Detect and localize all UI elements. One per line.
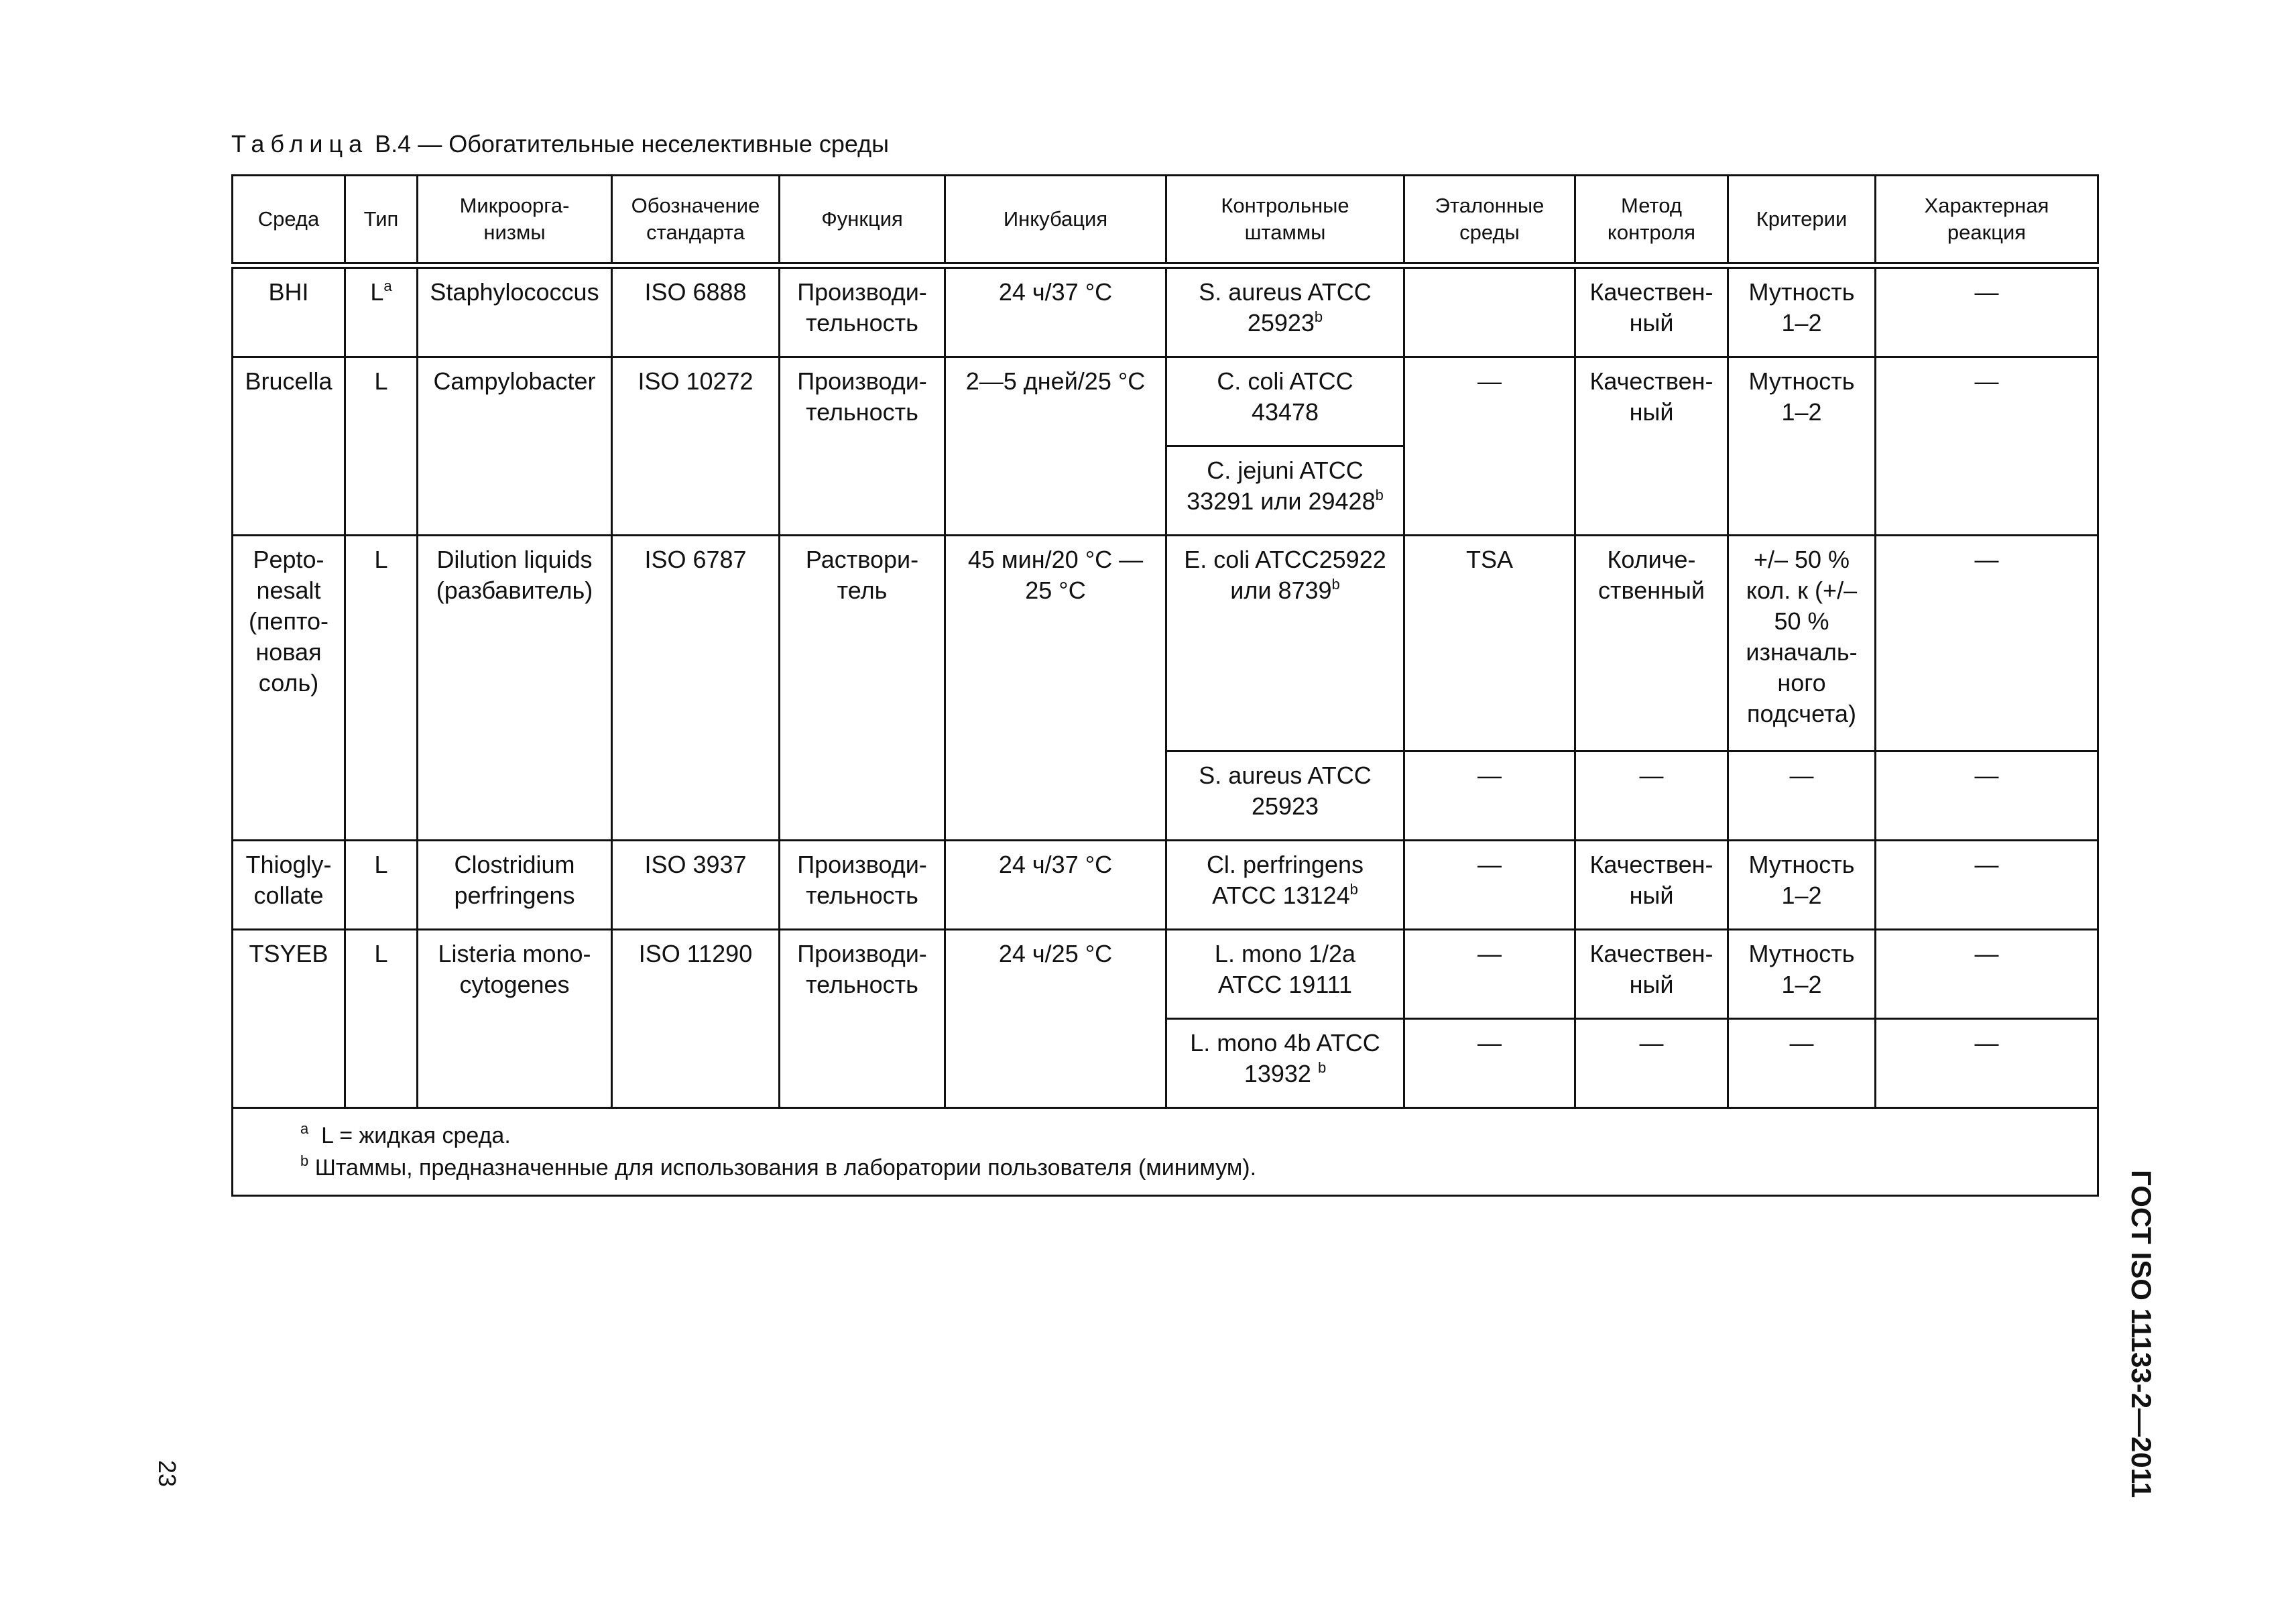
cell-reference: —	[1404, 752, 1575, 841]
cell-criteria: +/– 50 % кол. к (+/– 50 % изначаль- ного подсчета)	[1728, 536, 1876, 752]
cell-reference: —	[1404, 841, 1575, 930]
cell-reaction: —	[1876, 536, 2098, 752]
header-function: Функция	[780, 176, 945, 266]
cell-standard: ISO 6888	[612, 265, 780, 357]
cell-function: Производи- тельность	[780, 357, 945, 536]
cell-strain: C. coli ATCC 43478	[1166, 357, 1404, 446]
cell-reaction: —	[1876, 752, 2098, 841]
cell-incubation: 24 ч/37 °С	[945, 265, 1166, 357]
cell-method: Качествен- ный	[1575, 357, 1728, 536]
cell-function: Производи- тельность	[780, 265, 945, 357]
cell-standard: ISO 6787	[612, 536, 780, 841]
cell-reaction: —	[1876, 265, 2098, 357]
cell-criteria: —	[1728, 752, 1876, 841]
cell-criteria: Мутность 1–2	[1728, 265, 1876, 357]
media-table	[231, 174, 2099, 1197]
caption-prefix: Таблица	[231, 130, 369, 158]
cell-strain: L. mono 1/2a ATCC 19111	[1166, 930, 1404, 1019]
cell-function: Производи- тельность	[780, 930, 945, 1108]
cell-standard: ISO 3937	[612, 841, 780, 930]
cell-medium: BHI	[233, 265, 345, 357]
table-row	[233, 265, 2098, 357]
header-method: Метод контроля	[1575, 176, 1728, 266]
footnote-a: $^a$ L = жидкая среда.	[300, 1120, 511, 1148]
table-row	[233, 841, 2098, 930]
table-row	[233, 930, 2098, 1019]
cell-criteria: —	[1728, 1019, 1876, 1108]
cell-strain: C. jejuni ATCC 33291 или 29428$^b$	[1166, 446, 1404, 536]
cell-medium: Brucella	[233, 357, 345, 536]
cell-strain: S. aureus ATCC 25923	[1166, 752, 1404, 841]
cell-type: L	[345, 841, 418, 930]
cell-method: Качествен- ный	[1575, 841, 1728, 930]
cell-medium: TSYEB	[233, 930, 345, 1108]
cell-micro: Dilution liquids (разбавитель)	[418, 536, 612, 841]
cell-reference	[1404, 265, 1575, 357]
cell-reference: —	[1404, 357, 1575, 536]
cell-incubation: 45 мин/20 °С — 25 °С	[945, 536, 1166, 841]
header-microorganisms: Микроорга- низмы	[418, 176, 612, 266]
header-reaction: Характерная реакция	[1876, 176, 2098, 266]
cell-criteria: Мутность 1–2	[1728, 357, 1876, 536]
cell-reaction: —	[1876, 930, 2098, 1019]
cell-medium: Thiogly- collate	[233, 841, 345, 930]
cell-incubation: 24 ч/25 °С	[945, 930, 1166, 1108]
cell-method: —	[1575, 752, 1728, 841]
cell-micro: Listeria mono- cytogenes	[418, 930, 612, 1108]
cell-medium: Pepto- nesalt (пепто- новая соль)	[233, 536, 345, 841]
document-code: ГОСТ ISO 11133-2—2011	[2126, 1170, 2157, 1498]
table-caption	[231, 130, 889, 158]
caption-text: В.4 — Обогатительные неселективные среды	[375, 130, 890, 158]
cell-type: L	[345, 930, 418, 1108]
header-type: Тип	[345, 176, 418, 266]
header-medium: Среда	[233, 176, 345, 266]
cell-reference: —	[1404, 930, 1575, 1019]
cell-micro: Campylobacter	[418, 357, 612, 536]
table-row	[233, 357, 2098, 446]
cell-method: Количе- ственный	[1575, 536, 1728, 752]
header-control-strains: Контрольные штаммы	[1166, 176, 1404, 266]
cell-micro: Staphylococcus	[418, 265, 612, 357]
table-row	[233, 536, 2098, 752]
cell-micro: Clostridium perfringens	[418, 841, 612, 930]
cell-reference: TSA	[1404, 536, 1575, 752]
cell-criteria: Мутность 1–2	[1728, 841, 1876, 930]
footnote-b: $^b$ Штаммы, предназначенные для использования в лаборатории пользователя (минимум).	[300, 1152, 1257, 1181]
cell-reaction: —	[1876, 1019, 2098, 1108]
cell-strain: L. mono 4b ATCC 13932 $^b$	[1166, 1019, 1404, 1108]
cell-reaction: —	[1876, 841, 2098, 930]
cell-incubation: 2—5 дней/25 °С	[945, 357, 1166, 536]
cell-standard: ISO 11290	[612, 930, 780, 1108]
cell-method: Качествен- ный	[1575, 930, 1728, 1019]
header-standard: Обозначение стандарта	[612, 176, 780, 266]
cell-strain: Cl. perfringens ATCC 13124$^b$	[1166, 841, 1404, 930]
cell-function: Производи- тельность	[780, 841, 945, 930]
cell-type: L	[345, 357, 418, 536]
footnote-row	[233, 1108, 2098, 1196]
cell-type: L	[345, 536, 418, 841]
cell-incubation: 24 ч/37 °С	[945, 841, 1166, 930]
table-footnotes	[233, 1108, 2098, 1196]
cell-strain: S. aureus ATCC 25923$^b$	[1166, 265, 1404, 357]
cell-function: Раствори- тель	[780, 536, 945, 841]
cell-type: $L^a$	[345, 265, 418, 357]
header-criteria: Критерии	[1728, 176, 1876, 266]
header-reference-media: Эталонные среды	[1404, 176, 1575, 266]
cell-reference: —	[1404, 1019, 1575, 1108]
cell-standard: ISO 10272	[612, 357, 780, 536]
cell-criteria: Мутность 1–2	[1728, 930, 1876, 1019]
cell-reaction: —	[1876, 357, 2098, 536]
page-number: 23	[154, 1460, 181, 1488]
header-incubation: Инкубация	[945, 176, 1166, 266]
cell-method: —	[1575, 1019, 1728, 1108]
header-row	[233, 176, 2098, 266]
cell-method: Качествен- ный	[1575, 265, 1728, 357]
cell-strain: E. coli ATCC25922 или 8739$^b$	[1166, 536, 1404, 752]
